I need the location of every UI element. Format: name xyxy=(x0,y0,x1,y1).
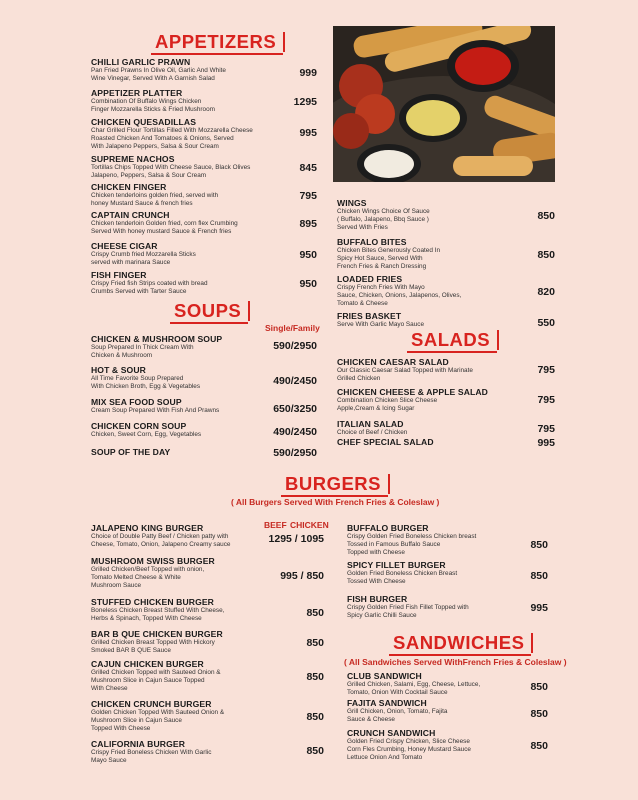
appetizer-item-price: 950 xyxy=(299,249,317,261)
soups-heading: SOUPS xyxy=(174,301,250,321)
soup-item xyxy=(91,397,219,415)
burger-item xyxy=(91,699,224,733)
burger-right-item-name: SPICY FILLET BURGER xyxy=(347,560,446,570)
burger-right-item-description: Tossed in Famous Buffalo Sauce xyxy=(347,541,441,548)
appetizer-item-description: Chicken tenderloins golden fried, served with xyxy=(91,192,219,199)
burger-item-price: 850 xyxy=(306,711,324,723)
sandwich-item xyxy=(347,698,447,724)
sandwiches-heading: SANDWICHES xyxy=(393,633,533,653)
burger-right-item-description: Topped with Cheese xyxy=(347,549,405,556)
appetizer-item xyxy=(91,117,253,151)
appetizer-item-description: honey Mustard Sauce & french fries xyxy=(91,200,193,207)
burger-item xyxy=(91,556,215,590)
appetizer-right-item-description: French Fries & Ranch Dressing xyxy=(337,263,427,270)
soup-item-name: HOT & SOUR xyxy=(91,365,146,375)
burger-item-price: 1295 / 1095 xyxy=(268,533,324,545)
burger-right-item xyxy=(347,523,476,557)
appetizer-item-name: SUPREME NACHOS xyxy=(91,154,175,164)
appetizer-item-price: 1295 xyxy=(293,96,317,108)
burgers-heading: BURGERS xyxy=(285,474,390,494)
burger-item-description: Golden Chicken Topped With Sauteed Onion & xyxy=(91,709,225,716)
appetizer-item-description: With Jalapeno Peppers, Salsa & Sour Cream xyxy=(91,143,219,150)
appetizer-item-description: Crispy Crumb fried Mozzarella Sticks xyxy=(91,251,196,258)
burger-item-description: Topped With Cheese xyxy=(91,725,151,732)
appetizer-item-name: CHEESE CIGAR xyxy=(91,241,158,251)
appetizer-item xyxy=(91,154,250,180)
salad-item-price: 795 xyxy=(537,364,555,376)
appetizer-right-item xyxy=(337,198,430,232)
appetizer-right-item-price: 850 xyxy=(537,210,555,222)
burger-item-description: Mushroom Sauce xyxy=(91,582,142,589)
burger-right-item-price: 850 xyxy=(530,539,548,551)
soup-item-price: 490/2450 xyxy=(273,375,317,387)
appetizer-right-item-description: Serve With Garlic Mayo Sauce xyxy=(337,321,425,328)
sandwich-item-description: Golden Fried Crispy Chicken, Slice Cheese xyxy=(347,738,470,745)
sandwich-item xyxy=(347,728,471,762)
sandwich-item-name: FAJITA SANDWICH xyxy=(347,698,427,708)
burger-item-name: MUSHROOM SWISS BURGER xyxy=(91,556,215,566)
burger-item-price: 995 / 850 xyxy=(280,570,324,582)
appetizer-item xyxy=(91,88,215,114)
appetizer-item-name: CHILLI GARLIC PRAWN xyxy=(91,57,191,67)
salad-item-name: CHICKEN CHEESE & APPLE SALAD xyxy=(337,387,488,397)
burger-item-name: CAJUN CHICKEN BURGER xyxy=(91,659,204,669)
burger-item-description: Grilled Chicken Breast Topped With Hickory xyxy=(91,639,215,646)
appetizer-right-item-name: LOADED FRIES xyxy=(337,274,403,284)
soup-item xyxy=(91,447,170,457)
burger-right-item-description: Tossed With Cheese xyxy=(347,578,406,585)
burger-right-item-name: FISH BURGER xyxy=(347,594,408,604)
appetizer-right-item-description: Chicken Wings Choice Of Sauce xyxy=(337,208,430,215)
burger-item-description: Mayo Sauce xyxy=(91,757,127,764)
salad-item-description: Grilled Chicken xyxy=(337,375,381,382)
appetizer-item-description: Crispy Fried fish Strips coated with bread xyxy=(91,280,208,287)
salads-heading: SALADS xyxy=(411,330,499,350)
appetizer-item xyxy=(91,182,218,208)
burger-item-price: 850 xyxy=(306,671,324,683)
burger-item xyxy=(91,597,224,623)
burger-right-item-name: BUFFALO BURGER xyxy=(347,523,429,533)
burger-item-description: Grilled Chicken/Beef Topped with onion, xyxy=(91,566,205,573)
appetizer-item-price: 845 xyxy=(299,162,317,174)
appetizer-item-price: 995 xyxy=(299,127,317,139)
salad-item-description: Our Classic Caesar Salad Topped with Marinate xyxy=(337,367,473,374)
salad-item-price: 795 xyxy=(537,423,555,435)
sandwich-item-name: CLUB SANDWICH xyxy=(347,671,422,681)
appetizer-item-price: 895 xyxy=(299,218,317,230)
appetizer-right-item xyxy=(337,311,424,329)
burgers-note: ( All Burgers Served With French Fries & Coleslaw ) xyxy=(231,497,440,507)
appetizer-right-item-price: 550 xyxy=(537,317,555,329)
sandwich-item-description: Corn Fles Crumbing, Honey Mustard Sauce xyxy=(347,746,471,753)
appetizer-right-item-description: ( Buffalo, Jalapeno, Bbq Sauce ) xyxy=(337,216,429,223)
soup-item-description: Soup Prepared In Thick Cream With xyxy=(91,344,194,351)
salad-item xyxy=(337,357,473,383)
salad-item xyxy=(337,437,434,447)
burger-right-item-description: Golden Fried Boneless Chicken Breast xyxy=(347,570,458,577)
sandwich-item-description: Grilled Chicken, Salami, Egg, Cheese, Lettuce, xyxy=(347,681,481,688)
appetizer-right-item-price: 850 xyxy=(537,249,555,261)
soup-item-price: 490/2450 xyxy=(273,426,317,438)
burger-item-description: Mushroom Slice in Cajun Sauce xyxy=(91,717,182,724)
burger-item-price: 850 xyxy=(306,607,324,619)
appetizer-item-description: Finger Mozzarella Sticks & Fried Mushroom xyxy=(91,106,215,113)
salad-item-description: Combination Chicken Slice Cheese xyxy=(337,397,438,404)
appetizer-item-name: APPETIZER PLATTER xyxy=(91,88,183,98)
salad-item-price: 795 xyxy=(537,394,555,406)
appetizer-right-item xyxy=(337,237,440,271)
appetizer-item-description: Wine Vinegar, Served With A Garnish Salad xyxy=(91,75,215,82)
burger-item-description: With Cheese xyxy=(91,685,128,692)
soup-item xyxy=(91,421,201,439)
burger-item-price: 850 xyxy=(306,637,324,649)
appetizer-right-item-description: Spicy Hot Sauce, Served With xyxy=(337,255,423,262)
appetizer-right-item-description: Crispy French Fries With Mayo xyxy=(337,284,425,291)
appetizer-right-item-description: Chicken Bites Generously Coated In xyxy=(337,247,441,254)
appetizer-right-item-name: FRIES BASKET xyxy=(337,311,402,321)
sandwich-item-price: 850 xyxy=(530,708,548,720)
soup-item-name: CHICKEN CORN SOUP xyxy=(91,421,187,431)
appetizer-right-item-description: Served With Fries xyxy=(337,224,388,231)
burger-item-name: CHICKEN CRUNCH BURGER xyxy=(91,699,212,709)
appetizer-item-description: served with marinara Sauce xyxy=(91,259,171,266)
appetizer-right-item-name: BUFFALO BITES xyxy=(337,237,407,247)
sandwich-item-name: CRUNCH SANDWICH xyxy=(347,728,436,738)
salad-item-name: CHICKEN CAESAR SALAD xyxy=(337,357,449,367)
soup-item-name: MIX SEA FOOD SOUP xyxy=(91,397,182,407)
soup-item-price: 650/3250 xyxy=(273,403,317,415)
appetizers-heading: APPETIZERS xyxy=(155,32,285,52)
burger-item xyxy=(91,629,223,655)
sandwich-item-description: Lettuce Onion And Tomato xyxy=(347,754,423,761)
soup-item-name: CHICKEN & MUSHROOM SOUP xyxy=(91,334,223,344)
appetizer-right-item-name: WINGS xyxy=(337,198,367,208)
sandwich-item-description: Tomato, Onion With Cocktail Sauce xyxy=(347,689,448,696)
appetizer-item xyxy=(91,270,208,296)
sandwich-item-price: 850 xyxy=(530,681,548,693)
appetizer-item-description: Pan Fried Prawns In Olive Oil, Garlic And White xyxy=(91,67,226,74)
fried-platter-icon xyxy=(333,26,555,182)
burger-right-item-price: 850 xyxy=(530,570,548,582)
burger-right-item-description: Crispy Golden Fried Boneless Chicken breast xyxy=(347,533,477,540)
burger-item-name: JALAPENO KING BURGER xyxy=(91,523,204,533)
appetizer-item xyxy=(91,57,226,83)
sandwiches-note: ( All Sandwiches Served WithFrench Fries & Coleslaw ) xyxy=(344,657,567,667)
appetizer-item-name: CAPTAIN CRUNCH xyxy=(91,210,170,220)
soup-item-name: SOUP OF THE DAY xyxy=(91,447,171,457)
appetizer-item-description: Served With honey mustard Sauce & French fries xyxy=(91,228,232,235)
burger-item-name: BAR B QUE CHICKEN BURGER xyxy=(91,629,223,639)
burger-item-description: Grilled Chicken Topped with Sauteed Onion & xyxy=(91,669,221,676)
sandwich-item-description: Grill Chicken, Onion, Tomato, Fajita xyxy=(347,708,448,715)
salad-item-description: Choice of Beef / Chicken xyxy=(337,429,408,436)
soup-item xyxy=(91,334,222,360)
appetizer-item-name: CHICKEN FINGER xyxy=(91,182,167,192)
burger-item-description: Choice of Double Patty Beef / Chicken patty with xyxy=(91,533,229,540)
burger-right-item-description: Crispy Golden Fried Fish Fillet Topped with xyxy=(347,604,469,611)
appetizer-item-description: Char Grilled Flour Tortillas Filled With Mozzarella Cheese xyxy=(91,127,253,134)
appetizer-right-item-description: Tomato & Cheese xyxy=(337,300,388,307)
soup-item xyxy=(91,365,200,391)
appetizer-item-description: Chicken tenderloin Golden fried, corn flex Crumbing xyxy=(91,220,238,227)
salad-item-price: 995 xyxy=(537,437,555,449)
burger-item-description: Boneless Chicken Breast Stuffed With Cheese, xyxy=(91,607,225,614)
soup-item-price: 590/2950 xyxy=(273,447,317,459)
burger-item xyxy=(91,523,231,549)
burger-item xyxy=(91,659,221,693)
burger-item-name: STUFFED CHICKEN BURGER xyxy=(91,597,214,607)
burger-right-item xyxy=(347,560,457,586)
burger-item-description: Crispy Fried Boneless Chicken With Garlic xyxy=(91,749,212,756)
appetizer-right-item-description: Sauce, Chicken, Onions, Jalapenos, Olives, xyxy=(337,292,462,299)
sandwich-item-price: 850 xyxy=(530,740,548,752)
soup-item-price: 590/2950 xyxy=(273,340,317,352)
sandwich-item xyxy=(347,671,480,697)
appetizer-item-name: CHICKEN QUESADILLAS xyxy=(91,117,197,127)
burger-item-description: Cheese, Tomato, Onion, Jalapeno Creamy sauce xyxy=(91,541,231,548)
soup-item-description: Cream Soup Prepared With Fish And Prawns xyxy=(91,407,220,414)
appetizer-item-description: Crumbs Served with Tarter Sauce xyxy=(91,288,187,295)
soup-item-description: Chicken, Sweet Corn, Egg, Vegetables xyxy=(91,431,202,438)
appetizer-item-description: Roasted Chicken And Tomatoes & Onions, Served xyxy=(91,135,234,142)
salad-item xyxy=(337,419,407,437)
salad-item xyxy=(337,387,488,413)
appetizer-item-price: 950 xyxy=(299,278,317,290)
appetizer-item-name: FISH FINGER xyxy=(91,270,147,280)
sandwich-item-description: Sauce & Cheese xyxy=(347,716,395,723)
burger-right-item-price: 995 xyxy=(530,602,548,614)
appetizer-item xyxy=(91,210,238,236)
burger-item-description: Smoked BAR B QUE Sauce xyxy=(91,647,171,654)
salad-item-description: Apple,Cream & Icing Sugar xyxy=(337,405,415,412)
appetizer-right-item-price: 820 xyxy=(537,286,555,298)
appetizer-item-description: Tortillas Chips Topped With Cheese Sauce, Black Olives xyxy=(91,164,251,171)
burger-right-item xyxy=(347,594,469,620)
burgers-col-beef: BEEF xyxy=(264,520,287,530)
appetizer-item-description: Combination Of Buffalo Wings Chicken xyxy=(91,98,202,105)
food-platter-photo xyxy=(333,26,555,182)
appetizer-right-item xyxy=(337,274,461,308)
burger-item-description: Mushroom Slice in Cajun Sauce Topped xyxy=(91,677,205,684)
appetizer-item-description: Jalapeno, Peppers, Salsa & Sour Cream xyxy=(91,172,207,179)
soup-item-description: With Chicken Broth, Egg & Vegetables xyxy=(91,383,201,390)
soup-item-description: Chicken & Mushroom xyxy=(91,352,153,359)
soups-size-note: Single/Family xyxy=(265,323,320,333)
burger-item xyxy=(91,739,211,765)
burger-item-name: CALIFORNIA BURGER xyxy=(91,739,185,749)
salad-item-name: CHEF SPECIAL SALAD xyxy=(337,437,434,447)
appetizer-item-price: 795 xyxy=(299,190,317,202)
burgers-col-chicken: CHICKEN xyxy=(290,520,329,530)
burger-item-description: Herbs & Spinach, Topped With Cheese xyxy=(91,615,202,622)
appetizer-item-price: 999 xyxy=(299,67,317,79)
burger-item-price: 850 xyxy=(306,745,324,757)
burger-right-item-description: Spicy Garlic Chilli Sauce xyxy=(347,612,417,619)
salad-item-name: ITALIAN SALAD xyxy=(337,419,404,429)
appetizer-item xyxy=(91,241,196,267)
soup-item-description: All Time Favorite Soup Prepared xyxy=(91,375,184,382)
burger-item-description: Tomato Melted Cheese & White xyxy=(91,574,181,581)
